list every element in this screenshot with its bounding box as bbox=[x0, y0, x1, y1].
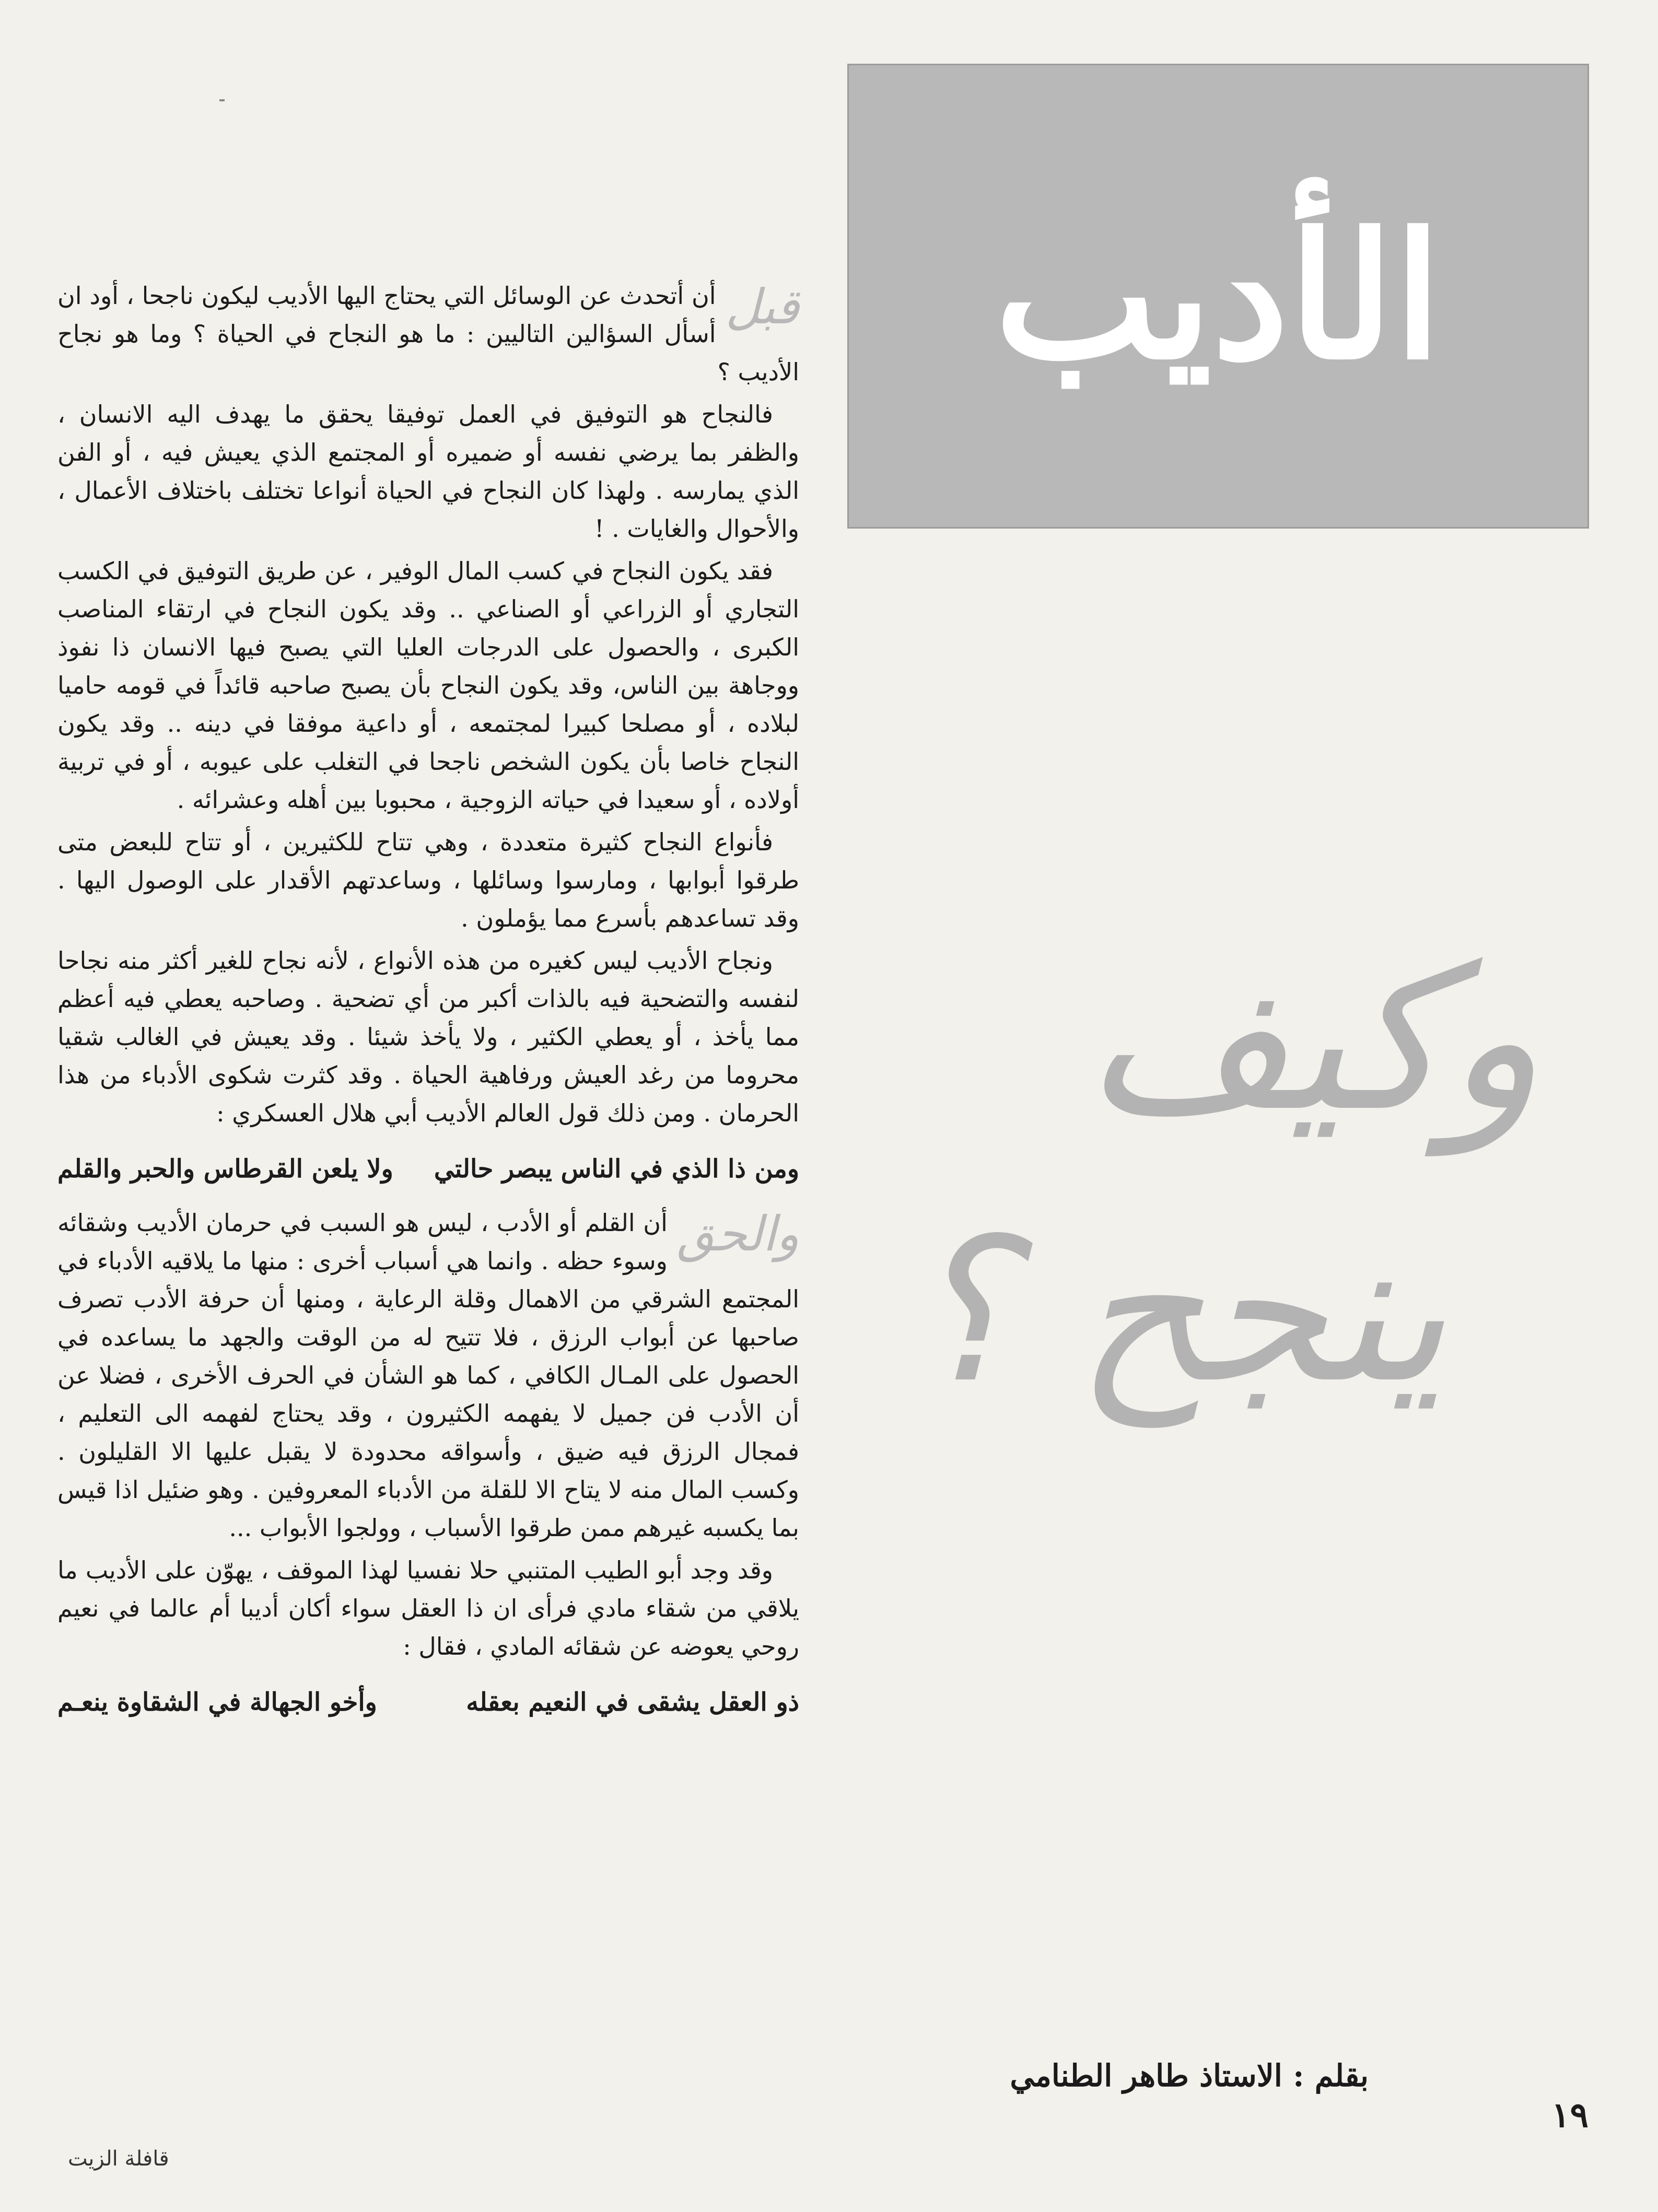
paragraph-1 bbox=[57, 277, 799, 391]
drop-word-1: قبل bbox=[725, 279, 799, 335]
verse-1-first-hemistich: ومن ذا الذي في الناس يبصر حالتي bbox=[434, 1154, 799, 1184]
paragraph-6 bbox=[57, 1204, 799, 1547]
author-byline: بقلم : الاستاذ طاهر الطنامي bbox=[1010, 2058, 1369, 2093]
drop-word-2: والحق bbox=[676, 1206, 799, 1262]
verse-2 bbox=[57, 1683, 799, 1722]
paragraph-3: فقد يكون النجاح في كسب المال الوفير ، عن طريق التوفيق في الكسب التجاري أو الزراعي أو الصناعي .. وقد يكون النجاح في ارتقاء المناصب الكبرى ، والحصول على الدرجات العليا التي يصبح فيها الانسان ذا نفوذ ووجاهة بين الناس، وقد يكون النجاح بأن يصبح صاحبه قائداً في قومه حاميا لبلاده ، أو مصلحا كبيرا لمجتمعه ، أو داعية موفقا في دينه .. وقد يكون النجاح خاصا بأن يكون الشخص ناجحا في التغلب على عيوبه ، أو في تربية أولاده ، أو سعيدا في حياته الزوجية ، محبوبا بين أهله وعشرائه . bbox=[57, 557, 799, 814]
verse-2-second-hemistich: وأخو الجهالة في الشقاوة ينعـم bbox=[57, 1688, 377, 1717]
paragraph-4: فأنواع النجاح كثيرة متعددة ، وهي تتاح للكثيرين ، أو تتاح للبعض متى طرقوا أبوابها ، ومارسوا وسائلها ، وساعدتهم الأقدار على الوصول اليها . وقد تساعدهم بأسرع مما يؤملون . bbox=[57, 828, 799, 932]
print-speck bbox=[219, 99, 225, 101]
page-number: ١٩ bbox=[1551, 2094, 1589, 2135]
paragraph-5: ونجاح الأديب ليس كغيره من هذه الأنواع ، لأنه نجاح للغير أكثر منه نجاحا لنفسه والتضحية فيه بالذات أكبر من أي تضحية . وصاحبه يعطي فيه أعظم مما يأخذ ، أو يعطي الكثير ، ولا يأخذ شيئا . وقد يعيش في الغالب شقيا محروما من رغد العيش ورفاهية الحياة . وقد كثرت شكوى الأدباء من هذا الحرمان . ومن ذلك قول العالم الأديب أبي هلال العسكري : bbox=[57, 946, 799, 1127]
title-calligraphy bbox=[857, 877, 1578, 1556]
paragraph-1-text: أن أتحدث عن الوسائل التي يحتاج اليها الأديب ليكون ناجحا ، أود ان أسأل السؤالين التاليين : ما هو النجاح في الحياة ؟ وما هو نجاح الأديب ؟ bbox=[57, 282, 799, 386]
paragraph-7: وقد وجد أبو الطيب المتنبي حلا نفسيا لهذا الموقف ، يهوّن على الأديب ما يلاقي من شقاء مادي فرأى ان ذا العقل سواء أكان أديبا أم عالما في نعيم روحي يعوضه عن شقائه المادي ، فقال : bbox=[57, 1556, 799, 1660]
verse-2-first-hemistich: ذو العقل يشقى في النعيم بعقله bbox=[466, 1688, 799, 1717]
paragraph-6-text: أن القلم أو الأدب ، ليس هو السبب في حرمان الأديب وشقائه وسوء حظه . وانما هي أسباب أخرى : منها ما يلاقيه الأدباء في المجتمع الشرقي من الاهمال وقلة الرعاية ، ومنها أن حرفة الأدب تصرف صاحبها عن أبواب الرزق ، فلا تتيح له من الوقت والجهد ما يساعده في الحصول على المـال الكافي ، كما هو الشأن في الحرف الأخرى ، فضلا عن أن الأدب فن جميل لا يفهمه الكثيرون ، وقد يحتاج لفهمه الى التعليم ، فمجال الرزق فيه ضيق ، وأسواقه محدودة لا يقبل عليها الا القليلون . وكسب المال منه لا يتاح الا للقلة من الأدباء المعروفين . وهو ضئيل اذا قيس بما يكسبه غيرهم ممن طرقوا الأسباب ، وولجوا الأبواب ... bbox=[57, 1209, 799, 1542]
verse-1 bbox=[57, 1150, 799, 1188]
publication-name: قافلة الزيت bbox=[68, 2147, 169, 2171]
paragraph-2: فالنجاح هو التوفيق في العمل توفيقا يحقق ما يهدف اليه الانسان ، والظفر بما يرضي نفسه أو ضميره أو المجتمع الذي يعيش فيه ، أو الفن الذي يمارسه . ولهذا كان النجاح في الحياة أنواعا تختلف باختلاف الأعمال ، والأحوال والغايات . ! bbox=[57, 400, 799, 543]
title-box bbox=[847, 64, 1589, 529]
article-title: الأديب bbox=[995, 195, 1442, 397]
calligraphy-line-2: ينجح ؟ bbox=[907, 1195, 1447, 1426]
verse-1-second-hemistich: ولا يلعن القرطاس والحبر والقلم bbox=[57, 1154, 393, 1184]
calligraphy-line-1: وكيف bbox=[1085, 923, 1541, 1155]
article-body bbox=[57, 277, 799, 1737]
